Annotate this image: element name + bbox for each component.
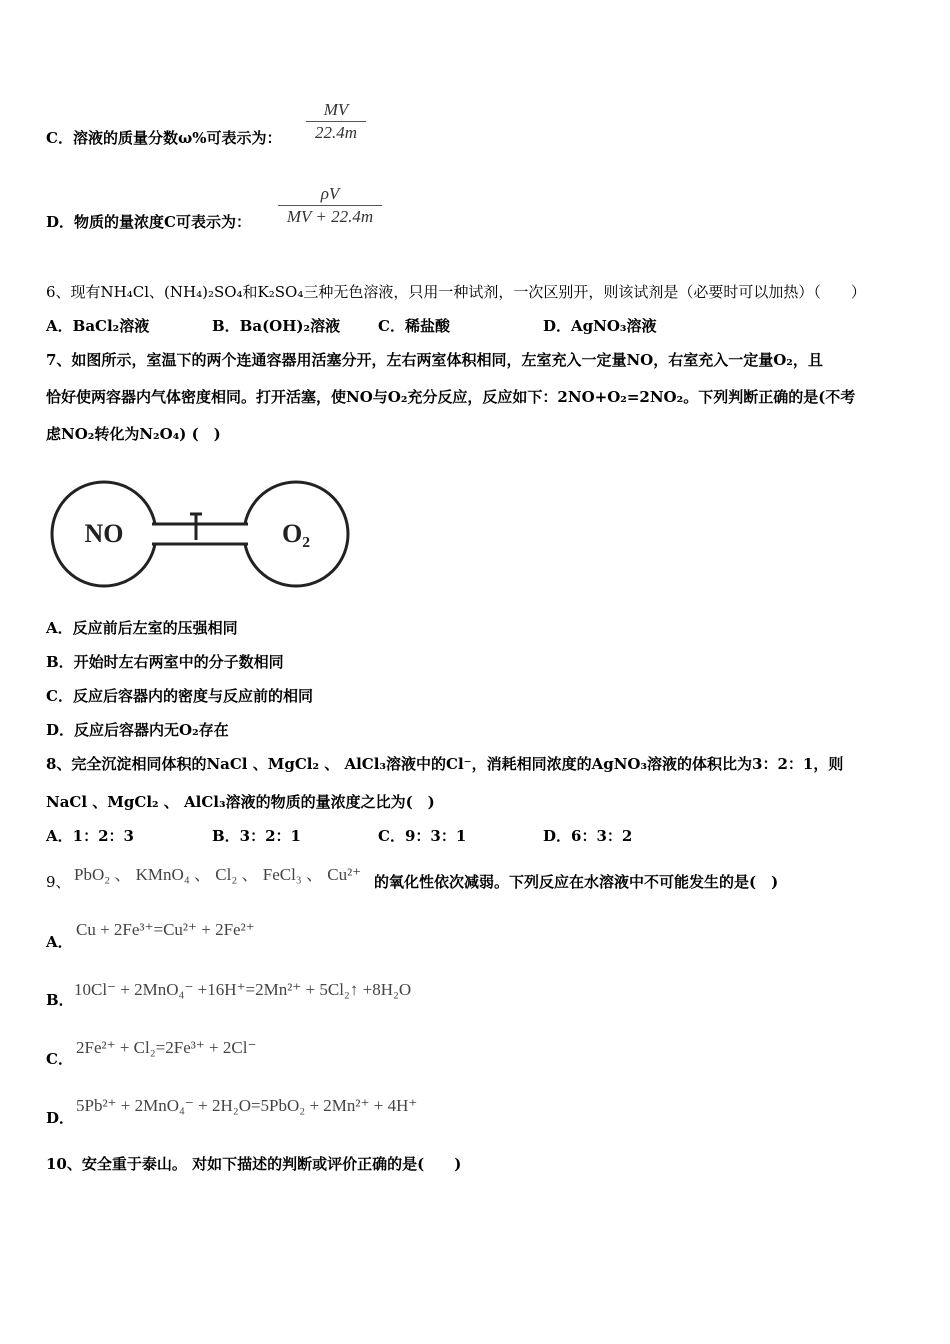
q8-option-b: B．3：2：1: [212, 827, 301, 845]
q6-option-b: B．Ba(OH)₂溶液: [212, 317, 341, 335]
q8-option-a: A．1：2：3: [46, 827, 134, 845]
q10-stem: 10、安全重于泰山。 对如下描述的判断或评价正确的是( ): [46, 1155, 462, 1173]
q9-option-d-equation: 5Pb²⁺ + 2MnO₄⁻ + 2H₂O=5PbO₂ + 2Mn²⁺ + 4H⁺: [76, 1096, 418, 1115]
q7-stem-line1: 7、如图所示，室温下的两个连通容器用活塞分开，左右两室体积相同，左室充入一定量NO，右室充入一定量O₂，且: [46, 351, 823, 369]
q9-stem: 的氧化性依次减弱。下列反应在水溶液中不可能发生的是( ): [374, 873, 779, 891]
q9-option-a-equation: Cu + 2Fe³⁺=Cu²⁺ + 2Fe²⁺: [76, 920, 255, 939]
q6-option-c: C．稀盐酸: [378, 317, 450, 335]
q7-stem-line3: 虑NO₂转化为N₂O₄) ( ): [46, 425, 221, 443]
q9-option-c-label: C．: [46, 1050, 73, 1068]
left-vessel-label: NO: [84, 519, 124, 548]
q6-option-d: D．AgNO₃溶液: [543, 317, 657, 335]
q9-oxidants-list: PbO₂ 、 KMnO₄ 、 Cl₂ 、 FeCl₃ 、 Cu²⁺: [74, 865, 362, 884]
q8-stem-line2: NaCl 、MgCl₂ 、 AlCl₃溶液的物质的量浓度之比为( ): [46, 793, 435, 811]
fraction-numerator: MV: [323, 100, 349, 119]
q8-stem-line1: 8、完全沉淀相同体积的NaCl 、MgCl₂ 、 AlCl₃溶液中的Cl⁻，消耗相同浓度的AgNO₃溶液的体积比为3：2：1，则: [46, 755, 844, 773]
connected-vessels-diagram: [48, 478, 352, 590]
q9-option-d-label: D．: [46, 1109, 75, 1127]
q9-number: 9、: [46, 873, 71, 891]
q5-option-c-label: C．溶液的质量分数ω%可表示为：: [46, 129, 282, 147]
fraction-denominator: 22.4m: [314, 123, 358, 142]
q9-option-b-equation: 10Cl⁻ + 2MnO₄⁻ +16H⁺=2Mn²⁺ + 5Cl₂↑ +8H₂O: [74, 980, 412, 999]
q9-option-a-label: A．: [46, 933, 73, 951]
right-vessel-label: O₂: [281, 519, 311, 548]
q9-option-c-equation: 2Fe²⁺ + Cl₂=2Fe³⁺ + 2Cl⁻: [76, 1038, 257, 1057]
q5-option-d-fraction: [278, 184, 382, 227]
q7-stem-line2: 恰好使两容器内气体密度相同。打开活塞，使NO与O₂充分反应，反应如下：2NO+O₂=2NO₂。下列判断正确的是(不考: [46, 388, 856, 406]
q6-option-a: A．BaCl₂溶液: [46, 317, 150, 335]
q7-option-b: B．开始时左右两室中的分子数相同: [46, 653, 284, 671]
q5-option-c-fraction: [306, 100, 366, 143]
q7-option-c: C．反应后容器内的密度与反应前的相同: [46, 687, 313, 705]
q8-option-d: D．6：3：2: [543, 827, 633, 845]
q7-option-a: A．反应前后左室的压强相同: [46, 619, 238, 637]
fraction-numerator: ρV: [320, 184, 340, 203]
q8-option-c: C．9：3：1: [378, 827, 467, 845]
q5-option-d-label: D．物质的量浓度C可表示为：: [46, 213, 251, 231]
fraction-denominator: MV + 22.4m: [286, 207, 374, 226]
q6-stem: 6、现有NH₄Cl、(NH₄)₂SO₄和K₂SO₄三种无色溶液，只用一种试剂，一次区别开，则该试剂是（必要时可以加热）（ ）: [46, 283, 866, 301]
q9-option-b-label: B．: [46, 991, 74, 1009]
q7-option-d: D．反应后容器内无O₂存在: [46, 721, 229, 739]
